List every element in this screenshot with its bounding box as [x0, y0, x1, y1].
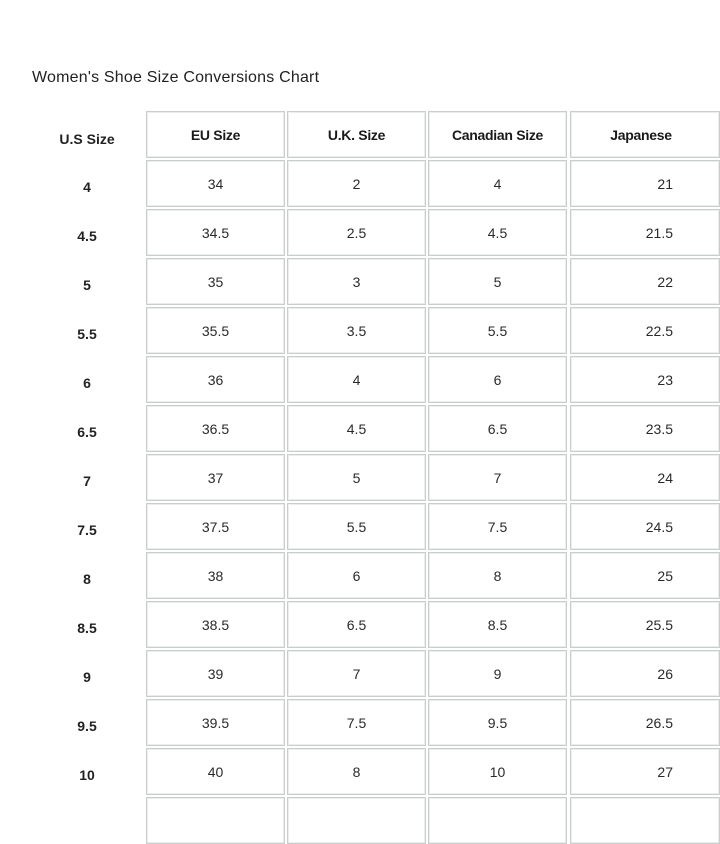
canadian-size-header: Canadian Size: [428, 111, 567, 158]
canadian-size-cell: 7.5: [428, 503, 567, 550]
us-size-cell: 8: [83, 571, 91, 587]
eu-size-cell: 37: [146, 454, 285, 501]
us-size-cell: 8.5: [77, 620, 97, 636]
canadian-size-cell: 8: [428, 552, 567, 599]
japanese-size-cell: [570, 601, 720, 648]
eu-size-cell: 40: [146, 748, 285, 795]
japanese-header-label: Japanese: [610, 126, 672, 143]
us-size-cell: 6: [83, 375, 91, 391]
us-size-cell: 4.5: [77, 228, 97, 244]
uk-size-header: U.K. Size: [287, 111, 426, 158]
japanese-size-value: 26: [657, 665, 673, 682]
uk-size-cell: 5.5: [287, 503, 426, 550]
uk-size-cell: 7.5: [287, 699, 426, 746]
us-size-cell: 7: [83, 473, 91, 489]
japanese-size-cell: [570, 209, 720, 256]
japanese-size-cell: [570, 258, 720, 305]
us-size-cell: 4: [83, 179, 91, 195]
uk-size-cell: 4.5: [287, 405, 426, 452]
us-size-cell: 5.5: [77, 326, 97, 342]
japanese-size-cell: [570, 356, 720, 403]
us-size-cell: 9: [83, 669, 91, 685]
table-cell-partial: [146, 797, 285, 844]
us-size-header: U.S Size: [59, 131, 115, 147]
eu-size-cell: 34.5: [146, 209, 285, 256]
eu-size-cell: 34: [146, 160, 285, 207]
eu-size-cell: 37.5: [146, 503, 285, 550]
canadian-size-cell: 7: [428, 454, 567, 501]
japanese-size-value: 25.5: [645, 616, 673, 633]
table-cell-partial: [287, 797, 426, 844]
eu-size-cell: 36.5: [146, 405, 285, 452]
canadian-size-cell: 9: [428, 650, 567, 697]
uk-size-cell: 7: [287, 650, 426, 697]
canadian-size-cell: 6.5: [428, 405, 567, 452]
us-size-cell: 7.5: [77, 522, 97, 538]
japanese-size-cell: [570, 405, 720, 452]
japanese-size-value: 21: [657, 175, 673, 192]
japanese-size-cell: [570, 454, 720, 501]
canadian-size-cell: 5: [428, 258, 567, 305]
canadian-size-cell: 6: [428, 356, 567, 403]
japanese-size-value: 22.5: [645, 322, 673, 339]
uk-size-cell: 4: [287, 356, 426, 403]
eu-size-cell: 38.5: [146, 601, 285, 648]
uk-size-cell: 2.5: [287, 209, 426, 256]
canadian-size-cell: 8.5: [428, 601, 567, 648]
uk-size-cell: 8: [287, 748, 426, 795]
us-size-cell: 9.5: [77, 718, 97, 734]
japanese-size-cell: [570, 748, 720, 795]
japanese-size-cell: [570, 307, 720, 354]
us-size-cell: 6.5: [77, 424, 97, 440]
table-cell-partial: [428, 797, 567, 844]
japanese-size-header: [570, 111, 720, 158]
japanese-size-cell: [570, 552, 720, 599]
japanese-size-cell: [570, 650, 720, 697]
japanese-size-value: 23.5: [645, 420, 673, 437]
japanese-size-value: 21.5: [645, 224, 673, 241]
uk-size-cell: 2: [287, 160, 426, 207]
eu-size-cell: 39.5: [146, 699, 285, 746]
japanese-size-cell: [570, 699, 720, 746]
eu-size-header: EU Size: [146, 111, 285, 158]
uk-size-cell: 5: [287, 454, 426, 501]
us-size-cell: 5: [83, 277, 91, 293]
chart-title: Women's Shoe Size Conversions Chart: [32, 69, 320, 86]
uk-size-cell: 3: [287, 258, 426, 305]
japanese-size-value: 24.5: [645, 518, 673, 535]
canadian-size-cell: 4.5: [428, 209, 567, 256]
japanese-size-value: 25: [657, 567, 673, 584]
japanese-size-value: 24: [657, 469, 673, 486]
eu-size-cell: 35.5: [146, 307, 285, 354]
japanese-size-cell: [570, 160, 720, 207]
japanese-size-value: 26.5: [645, 714, 673, 731]
uk-size-cell: 6: [287, 552, 426, 599]
eu-size-cell: 36: [146, 356, 285, 403]
japanese-size-value: 23: [657, 371, 673, 388]
japanese-size-cell: [570, 503, 720, 550]
size-conversion-table: [32, 110, 673, 808]
canadian-size-cell: 5.5: [428, 307, 567, 354]
eu-size-cell: 39: [146, 650, 285, 697]
japanese-size-value: 27: [657, 763, 673, 780]
eu-size-cell: 38: [146, 552, 285, 599]
uk-size-cell: 3.5: [287, 307, 426, 354]
us-size-cell: 10: [79, 767, 95, 783]
canadian-size-cell: 9.5: [428, 699, 567, 746]
eu-size-cell: 35: [146, 258, 285, 305]
canadian-size-cell: 10: [428, 748, 567, 795]
japanese-size-value: 22: [657, 273, 673, 290]
uk-size-cell: 6.5: [287, 601, 426, 648]
table-cell-partial: [570, 797, 720, 844]
canadian-size-cell: 4: [428, 160, 567, 207]
